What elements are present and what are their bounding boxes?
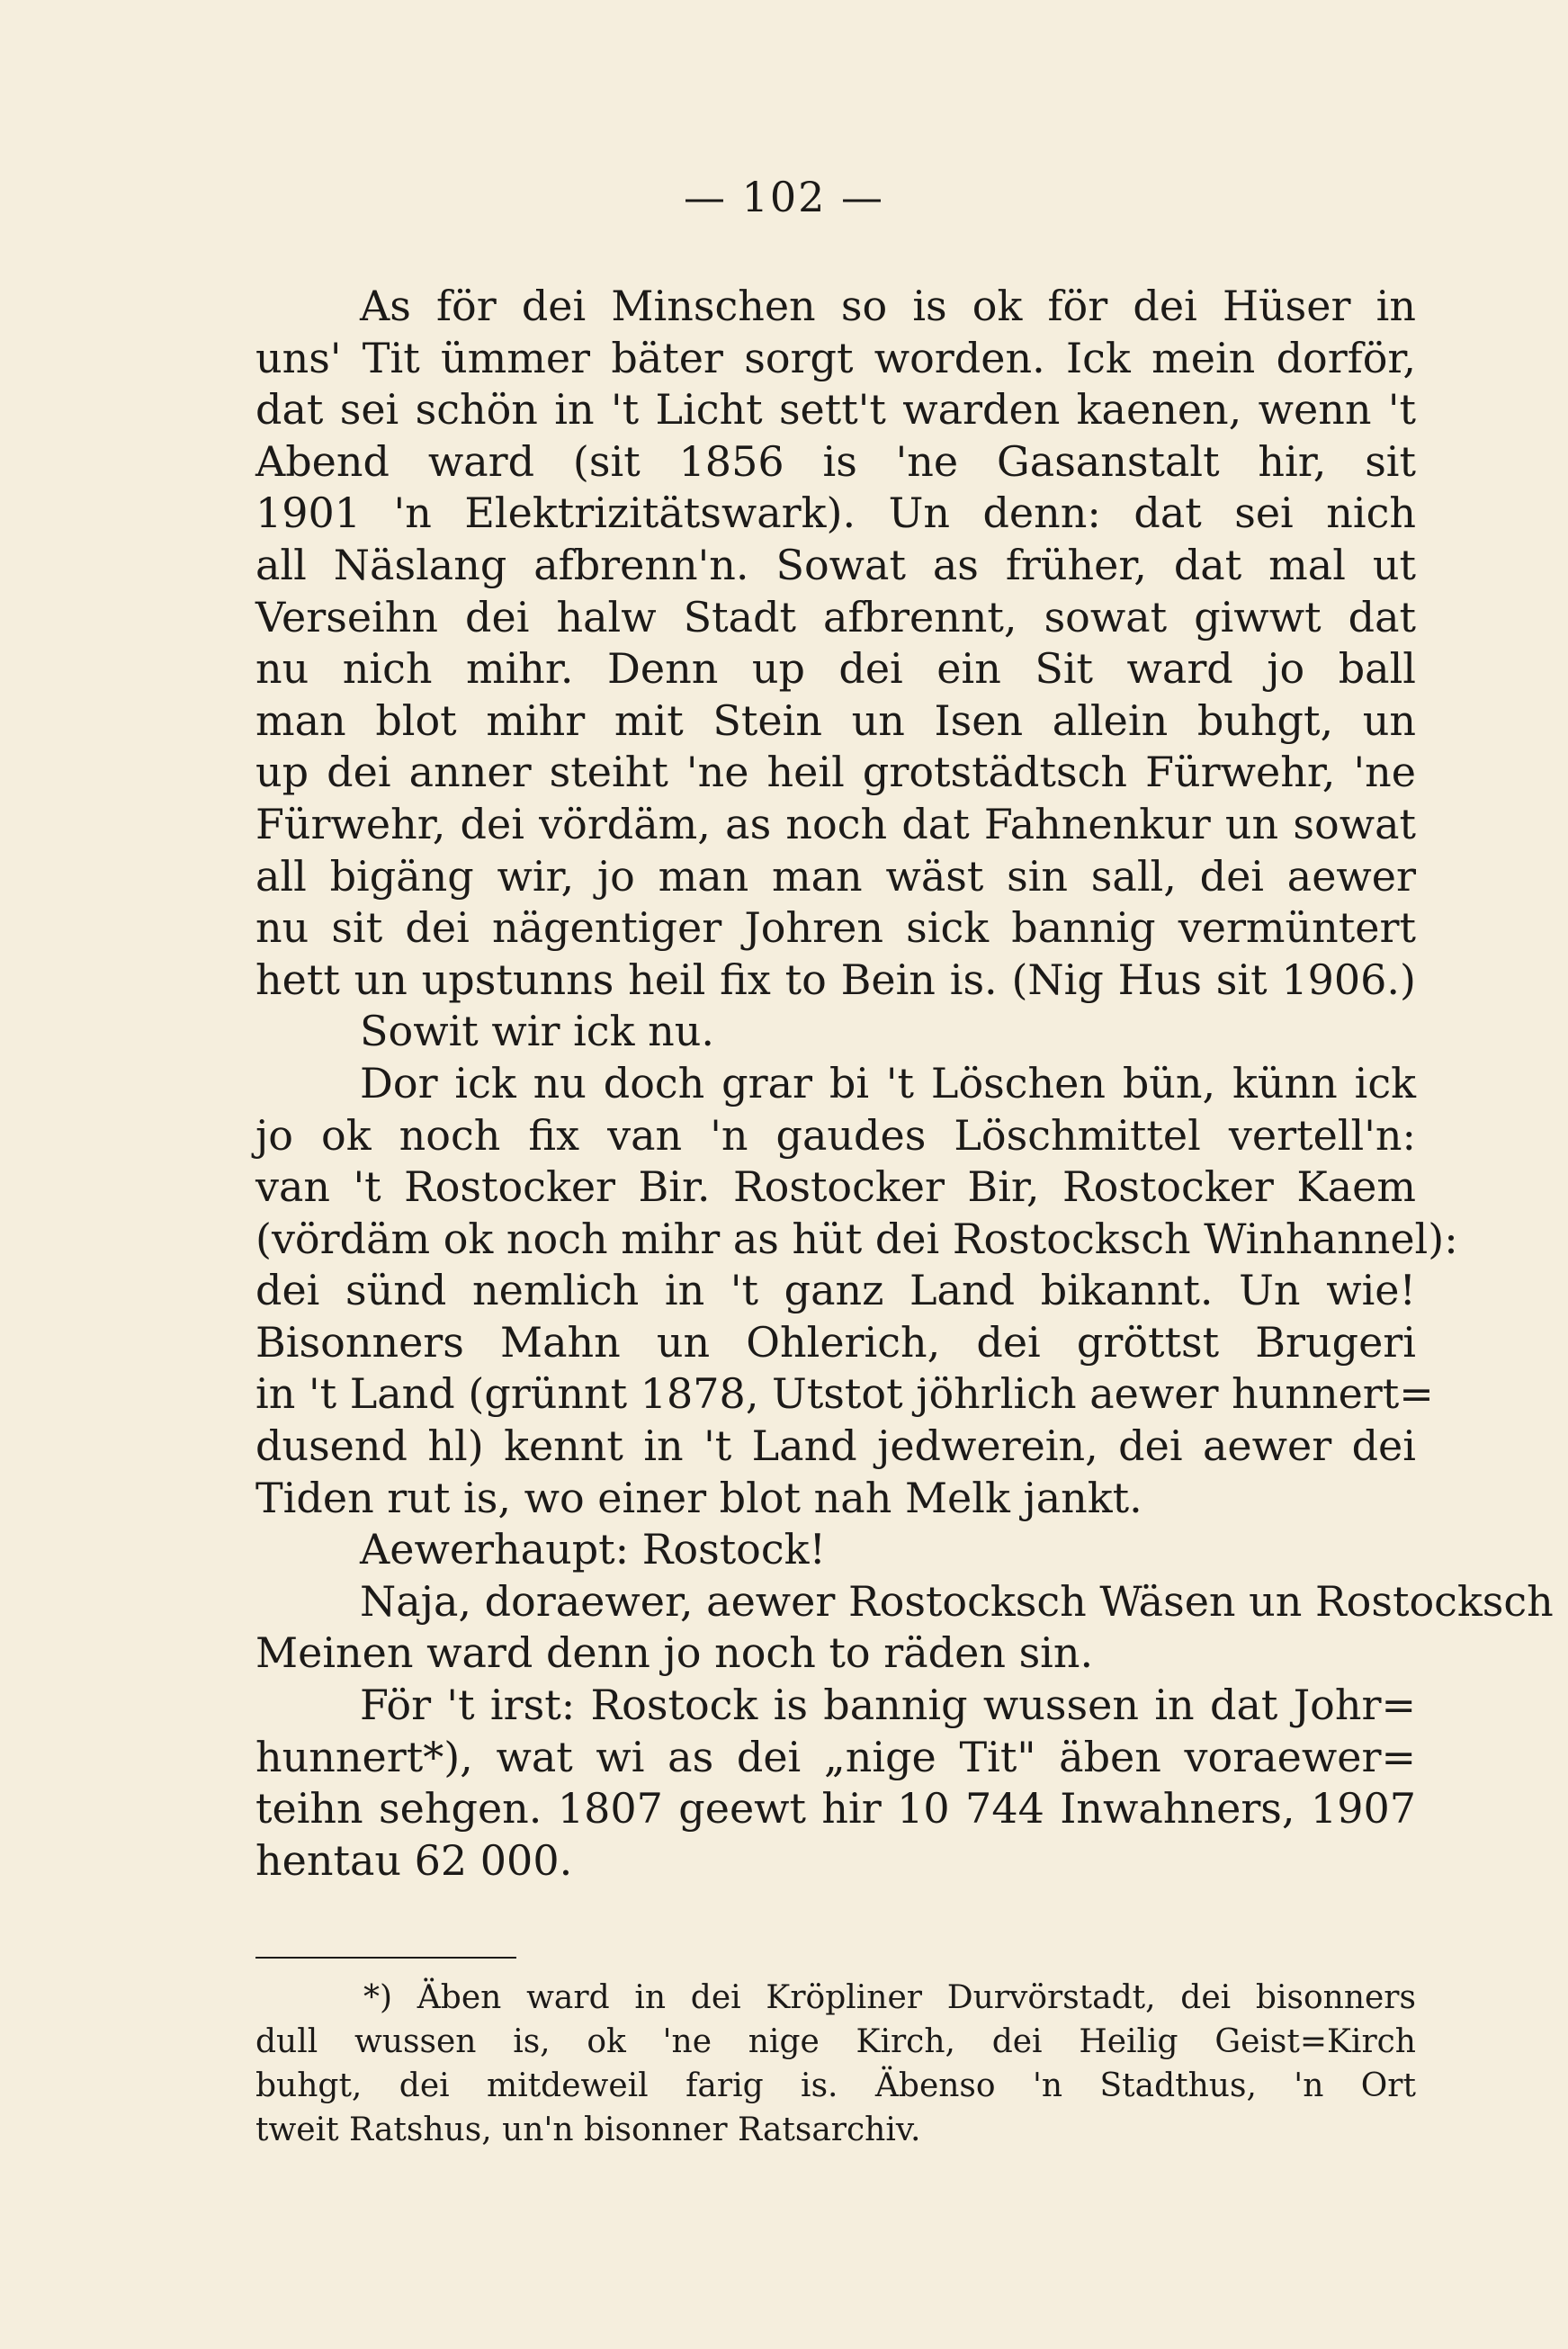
text-line: nu sit dei nägentiger Johren sick bannig vermüntert [255,903,1416,953]
footnote-line: tweit Ratshus, un'n bisonner Ratsarchiv. [255,2111,921,2148]
footnotes [255,1976,1416,2152]
text-line: Dor ick nu doch grar bi 't Löschen bün, künn ick [360,1058,1416,1107]
text-line: As för dei Minschen so is ok för dei Hüser in [360,282,1416,330]
text-line: up dei anner steiht 'ne heil grotstädtsch Fürwehr, 'ne [255,748,1416,797]
text-line: hunnert*), wat wi as dei „nige Tit" äben voraewer= [255,1732,1416,1781]
footnote-line: dull wussen is, ok 'ne nige Kirch, dei Heilig Geist=Kirch [255,2023,1416,2060]
text-line: Sowit wir ick nu. [360,1007,714,1056]
footnote-line: *) Äben ward in dei Kröpliner Durvörstadt, dei bisonners [363,1979,1416,2016]
text-line: Verseihn dei halw Stadt afbrennt, sowat giwwt dat [255,592,1416,641]
text-line: (vördäm ok noch mihr as hüt dei Rostocksch Winhannel): [255,1214,1458,1263]
text-line: all bigäng wir, jo man man wäst sin sall, dei aewer [255,851,1416,901]
text-line: Abend ward (sit 1856 is 'ne Gasanstalt hir, sit [255,436,1416,486]
text-line: dat sei schön in 't Licht sett't warden kaenen, wenn 't [255,385,1416,435]
text-line: Fürwehr, dei vördäm, as noch dat Fahnenkur un sowat [255,799,1416,848]
body-text [255,281,1554,1887]
text-line: dei sünd nemlich in 't ganz Land bikannt. Un wie! [255,1266,1416,1315]
text-line: Tiden rut is, wo einer blot nah Melk jankt. [255,1473,1142,1522]
footnote-separator [255,1957,516,1959]
text-line: nu nich mihr. Denn up dei ein Sit ward jo ball [255,644,1416,694]
footnote-line: buhgt, dei mitdeweil farig is. Äbenso 'n Stadthus, 'n Ort [255,2067,1416,2104]
text-line: Naja, doraewer, aewer Rostocksch Wäsen un Rostocksch [360,1576,1554,1626]
text-line: jo ok noch fix van 'n gaudes Löschmittel vertell'n: [255,1110,1416,1160]
text-line: in 't Land (grünnt 1878, Utstot jöhrlich aewer hunnert= [255,1369,1434,1419]
text-line: all Näslang afbrenn'n. Sowat as früher, dat mal ut [255,540,1416,589]
text-line: man blot mihr mit Stein un Isen allein buhgt, un [255,695,1416,745]
text-line: Meinen ward denn jo noch to räden sin. [255,1628,1094,1678]
page-number: — 102 — [683,173,885,221]
text-line: Aewerhaupt: Rostock! [360,1525,826,1574]
text-line: hett un upstunns heil fix to Bein is. (Nig Hus sit 1906.) [255,955,1416,1004]
text-line: teihn sehgen. 1807 geewt hir 10 744 Inwahners, 1907 [255,1784,1416,1833]
text-line: 1901 'n Elektrizitätswark). Un denn: dat sei nich [255,489,1416,538]
text-line: uns' Tit ümmer bäter sorgt worden. Ick mein dorför, [255,333,1416,382]
text-line: van 't Rostocker Bir. Rostocker Bir, Rostocker Kaem [255,1162,1416,1212]
text-line: Bisonners Mahn un Ohlerich, dei gröttst Brugeri [255,1317,1416,1367]
text-line: hentau 62 000. [255,1835,573,1885]
text-line: För 't irst: Rostock is bannig wussen in dat Johr= [360,1681,1416,1730]
text-line: dusend hl) kennt in 't Land jedwerein, dei aewer dei [255,1421,1416,1471]
